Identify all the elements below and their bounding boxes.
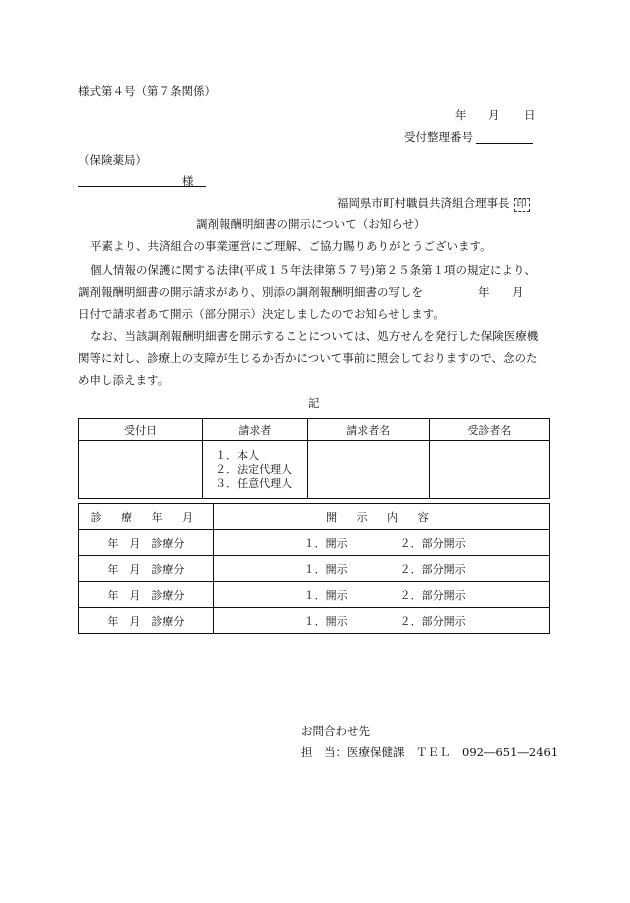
header-patient-name: 受診者名 — [429, 419, 549, 441]
option-disclose: １．開示 — [303, 562, 348, 576]
body-paragraph-3-line-2: 関等に対し、診療上の支障が生じるか否かについて事前に照会しておりますので、念のた — [78, 351, 538, 365]
body-paragraph-2-line-3: 日付で請求者あて開示（部分開示）決定しましたのでお知らせします。 — [78, 307, 445, 321]
row-options[interactable] — [213, 530, 549, 556]
body-paragraph-2-line-1: 個人情報の保護に関する法律(平成１５年法律第５７号)第２５条第１項の規定により、 — [90, 263, 536, 277]
reception-number-label: 受付整理番号 — [404, 130, 473, 144]
cell-claimant-options[interactable] — [203, 441, 307, 499]
ki-mark: 記 — [308, 396, 320, 410]
body-month-label: 月 — [512, 285, 524, 299]
cell-reception-date[interactable] — [79, 441, 203, 499]
date-year-label: 年 — [455, 108, 467, 122]
pharmacy-label: （保険薬局） — [78, 153, 147, 167]
sender-name — [337, 198, 530, 212]
contact-heading: お問合わせ先 — [301, 724, 370, 738]
seal-mark: 印 — [514, 198, 530, 212]
header-reception-date: 受付日 — [79, 419, 203, 441]
reception-number-field[interactable] — [476, 143, 533, 144]
row-options[interactable] — [213, 582, 549, 608]
header-treatment-period: 診 療 年 月 — [79, 504, 214, 530]
form-number: 様式第４号（第７条関係） — [78, 84, 216, 98]
row-period: 年 月 診療分 — [79, 556, 214, 582]
contact-line: 担 当：医療保健課 ＴＥＬ 092―651―2461 — [301, 745, 559, 759]
row-options[interactable] — [213, 556, 549, 582]
body-paragraph-3-line-3: め申し添えます。 — [78, 373, 170, 387]
option-partial: ２．部分開示 — [399, 614, 466, 628]
header-claimant-name: 請求者名 — [307, 419, 429, 441]
header-disclosure-content: 開 示 内 容 — [213, 504, 549, 530]
row-period: 年 月 診療分 — [79, 582, 214, 608]
disclosure-table — [78, 503, 550, 634]
row-options[interactable] — [213, 608, 549, 634]
option-partial: ２．部分開示 — [399, 562, 466, 576]
header-claimant: 請求者 — [203, 419, 307, 441]
request-table — [78, 418, 550, 499]
cell-claimant-name[interactable] — [307, 441, 429, 499]
claimant-option-legal-rep: ２．法定代理人 — [215, 462, 293, 476]
date-day-label: 日 — [524, 108, 536, 122]
sender-text: 福岡県市町村職員共済組合理事長 — [337, 196, 510, 210]
option-partial: ２．部分開示 — [399, 536, 466, 550]
option-disclose: １．開示 — [303, 588, 348, 602]
option-disclose: １．開示 — [303, 536, 348, 550]
row-period: 年 月 診療分 — [79, 530, 214, 556]
addressee-suffix: 様 — [182, 174, 194, 188]
claimant-option-self: １．本人 — [215, 448, 260, 462]
body-paragraph-3-line-1: なお、当該調剤報酬明細書を開示することについては、処方せんを発行した保険医療機 — [90, 329, 539, 343]
cell-patient-name[interactable] — [429, 441, 549, 499]
document-title: 調剤報酬明細書の開示について（お知らせ） — [196, 217, 426, 231]
body-paragraph-2-line-2: 調剤報酬明細書の開示請求があり、別添の調剤報酬明細書の写しを — [78, 285, 423, 299]
row-period: 年 月 診療分 — [79, 608, 214, 634]
date-month-label: 月 — [488, 108, 500, 122]
option-partial: ２．部分開示 — [399, 588, 466, 602]
option-disclose: １．開示 — [303, 614, 348, 628]
body-year-label: 年 — [478, 285, 490, 299]
claimant-option-voluntary-rep: ３．任意代理人 — [215, 476, 293, 490]
body-paragraph-1: 平素より、共済組合の事業運営にご理解、ご協力賜りありがとうございます。 — [90, 239, 492, 253]
